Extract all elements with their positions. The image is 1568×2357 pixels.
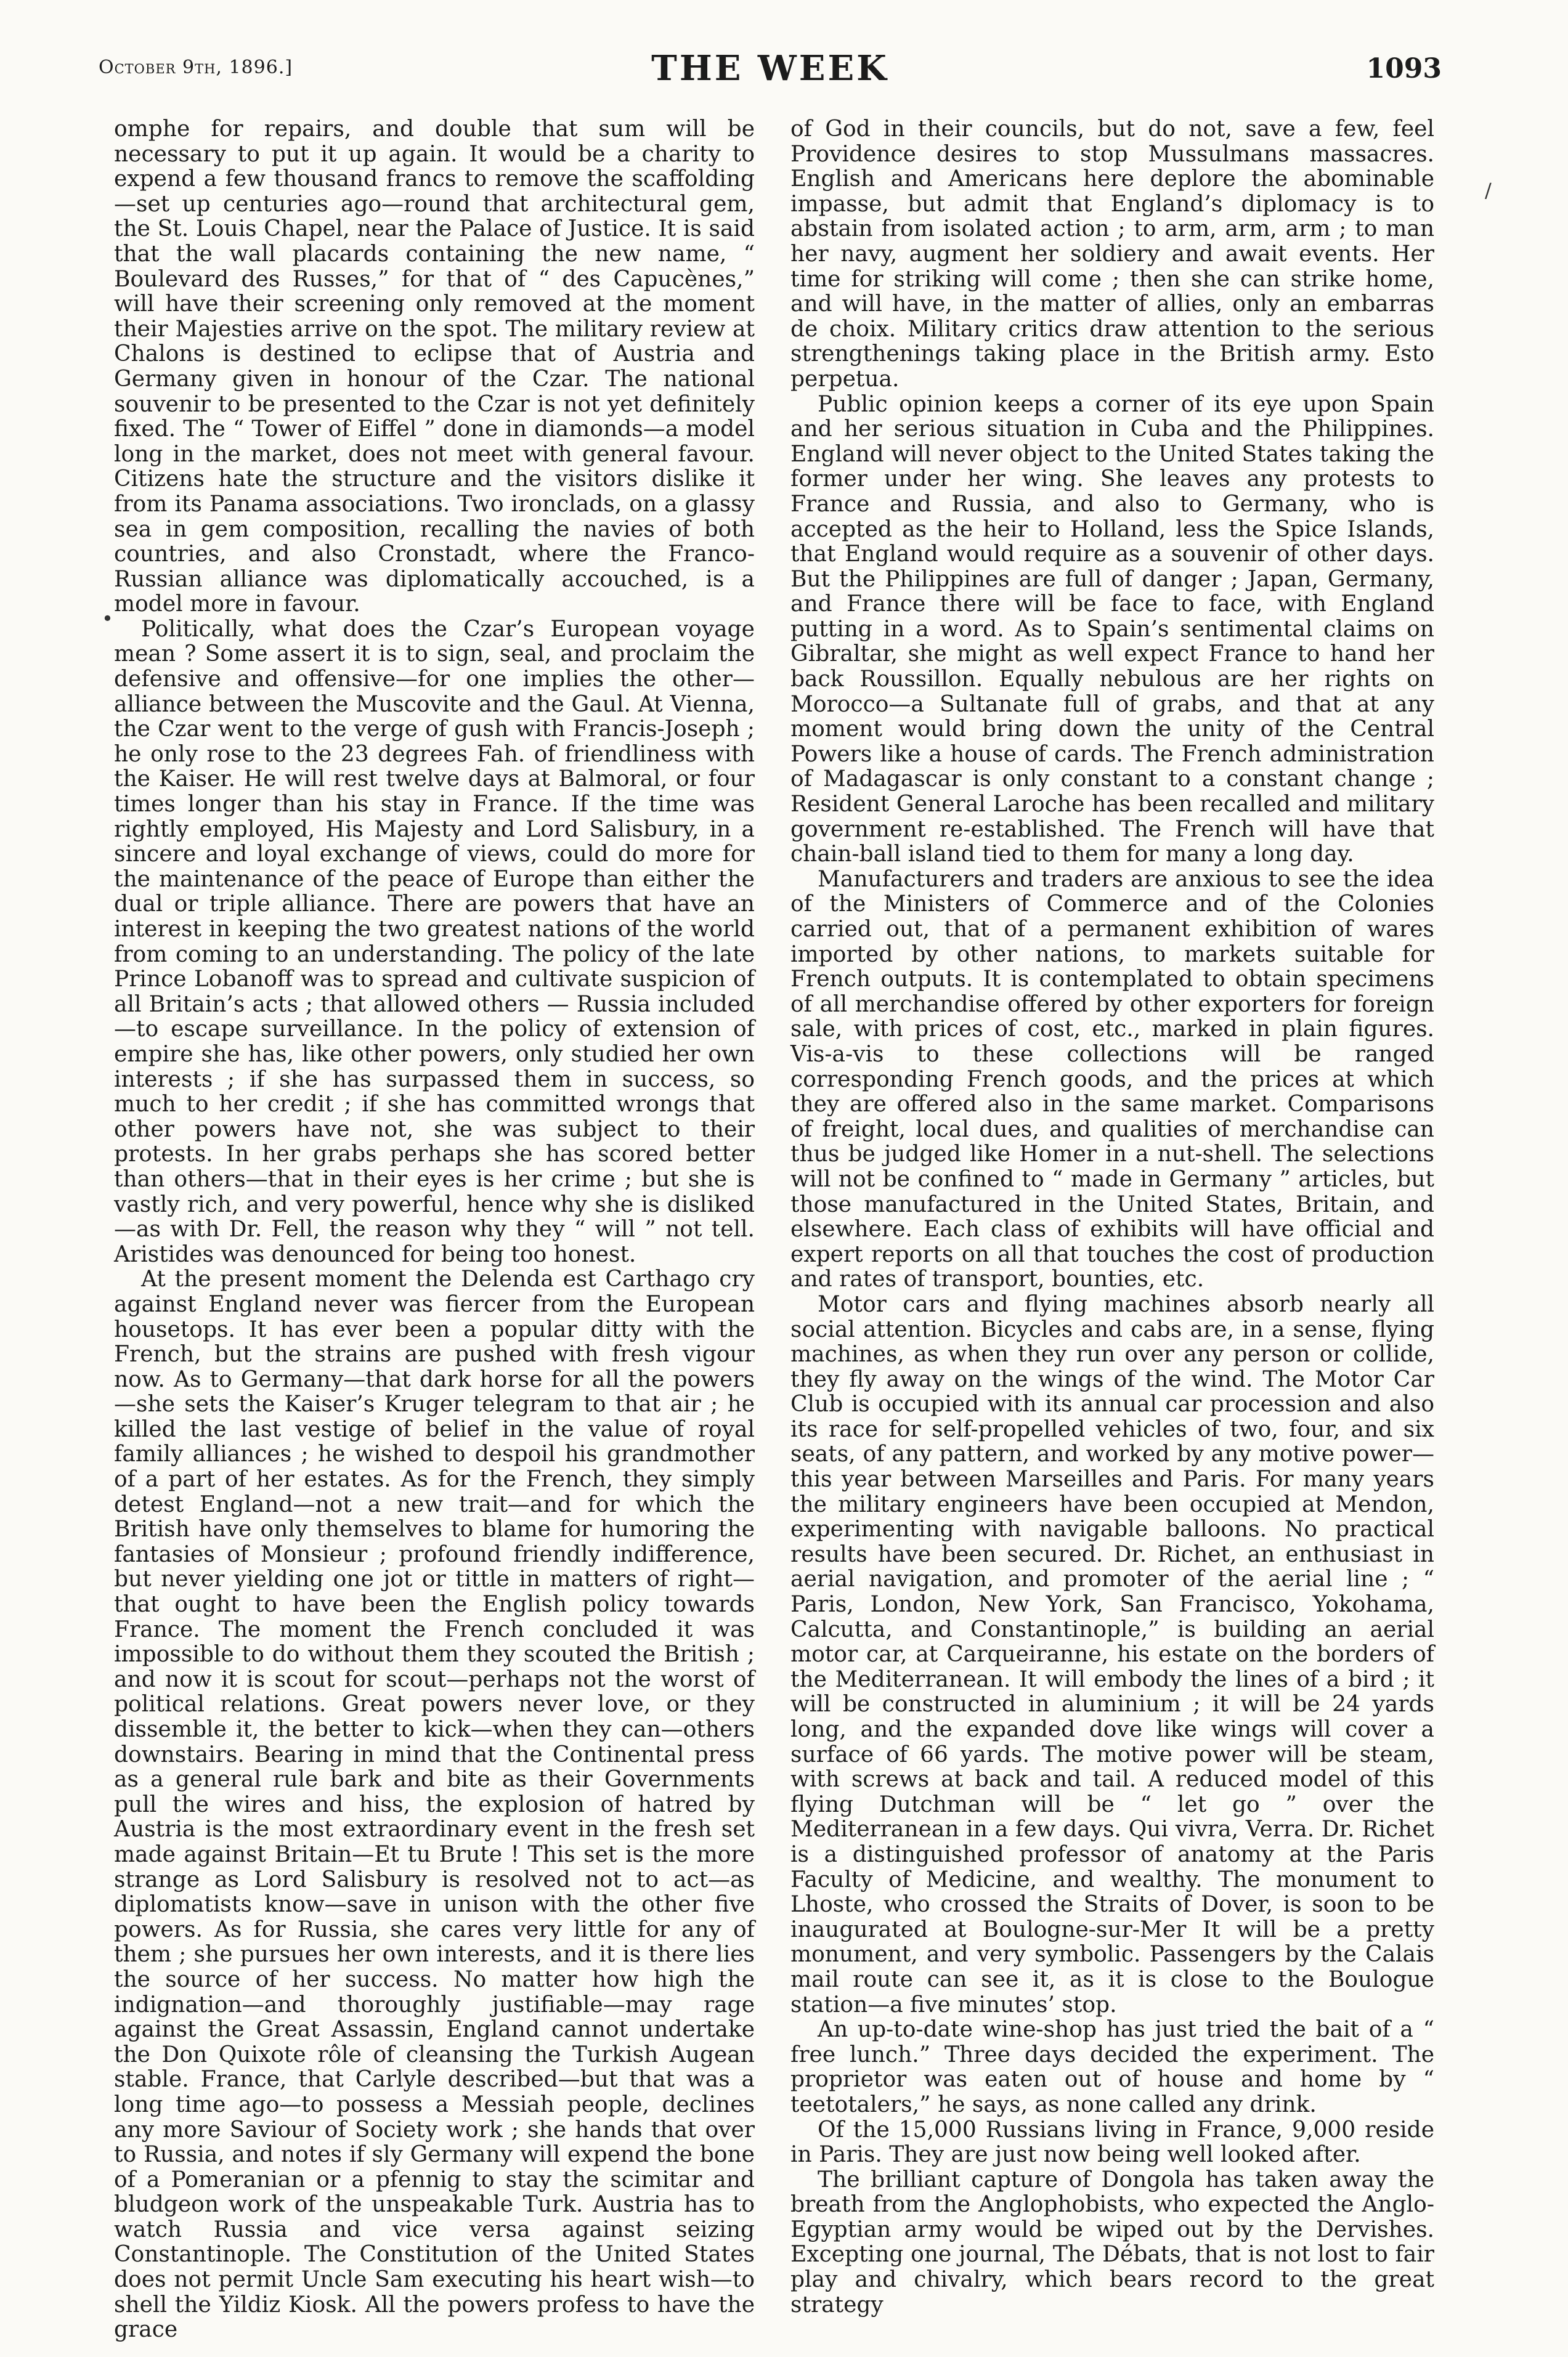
right-column (790, 117, 1434, 2318)
paragraph: Manufacturers and traders are anxious to see the idea of the Ministers of Commerce and of the Colonies carried out, that of a permanent exhibition of wares imported by other nations, to markets suitable for French outputs. It is contemplated to obtain specimens of all merchandise offered by other exporters for foreign sale, with prices of cost, etc., marked in plain figures. Vis-a-vis to these collections will be ranged corresponding French goods, and the prices at which they are offered also in the same market. Comparisons of freight, local dues, and qualities of merchandise can thus be judged like Homer in a nut-shell. The selections will not be confined to “ made in Germany ” articles, but those manufactured in the United States, Britain, and elsewhere. Each class of exhibits will have official and expert reports on all that touches the cost of production and rates of transport, bounties, etc. (790, 866, 1434, 1292)
paragraph: Politically, what does the Czar’s European voyage mean ? Some assert it is to sign, seal, and proclaim the defensive and offensive—for one implies the other—alliance between the Muscovite and the Gaul. At Vienna, the Czar went to the verge of gush with Francis-Joseph ; he only rose to the 23 degrees Fah. of friendliness with the Kaiser. He will rest twelve days at Balmoral, or four times longer than his stay in France. If the time was rightly employed, His Majesty and Lord Salisbury, in a sincere and loyal exchange of views, could do more for the maintenance of the peace of Europe than either the dual or triple alliance. There are powers that have an interest in keeping the two greatest nations of the world from coming to an understanding. The policy of the late Prince Lobanoff was to spread and cultivate suspicion of all Britain’s acts ; that allowed others — Russia included—to escape surveillance. In the policy of extension of empire she has, like other powers, only studied her own interests ; if she has surpassed them in success, so much to her credit ; if she has committed wrongs that other powers have not, she was subject to their protests. In her grabs perhaps she has scored better than others—that in their eyes is her crime ; but she is vastly rich, and very powerful, hence why she is disliked—as with Dr. Fell, the reason why they “ will ” not tell. Aristides was denounced for being too honest. (114, 616, 755, 1267)
paragraph: of God in their councils, but do not, save a few, feel Providence desires to stop Mussulmans massacres. English and Americans here deplore the abominable impasse, but admit that England’s diplomacy is to abstain from isolated action ; to arm, arm, arm ; to man her navy, augment her soldiery and await events. Her time for striking will come ; then she can strike home, and will have, in the matter of allies, only an embarras de choix. Military critics draw attention to the serious strengthenings taking place in the British army. Esto perpetua. (790, 116, 1434, 392)
margin-stray-mark: • (102, 607, 113, 630)
paragraph: At the present moment the Delenda est Carthago cry against England never was fiercer from the European housetops. It has ever been a popular ditty with the French, but the strains are pushed with fresh vigour now. As to Germany—that dark horse for all the powers—she sets the Kaiser’s Kruger telegram to that air ; he killed the last vestige of belief in the value of royal family alliances ; he wished to despoil his grandmother of a part of her estates. As for the French, they simply detest England—not a new trait—and for which the British have only themselves to blame for humoring the fantasies of Monsieur ; profound friendly indifference, but never yielding one jot or tittle in matters of right—that ought to have been the English policy towards France. The moment the French concluded it was impossible to do without them they scouted the British ; and now it is scout for scout—perhaps not the worst of political relations. Great powers never love, or they dissemble it, the better to kick—when they can—others downstairs. Bearing in mind that the Continental press as a general rule bark and bite as their Governments pull the wires and hiss, the explosion of hatred by Austria is the most extraordinary event in the fresh set made against Britain—Et tu Brute ! This set is the more strange as Lord Salisbury is resolved not to act—as diplomatists know—save in unison with the other five powers. As for Russia, she cares very little for any of them ; she pursues her own interests, and it is there lies the source of her success. No matter how high the indignation—and thoroughly justifiable—may rage against the Great Assassin, England cannot undertake the Don Quixote rôle of cleansing the Turkish Augean stable. France, that Carlyle described—but that was a long time ago—to possess a Messiah people, declines any more Saviour of Society work ; she hands that over to Russia, and notes if sly Germany will expend the bone of a Pomeranian or a pfennig to stay the scimitar and bludgeon work of the unspeakable Turk. Austria has to watch Russia and vice versa against seizing Constantinople. The Constitution of the United States does not permit Uncle Sam executing his heart wish—to shell the Yildiz Kiosk. All the powers profess to have the grace (114, 1267, 755, 2343)
margin-stray-mark: / (1485, 179, 1492, 202)
issue-date: October 9th, 1896.] (99, 57, 293, 78)
paragraph: Motor cars and flying machines absorb nearly all social attention. Bicycles and cabs are, in a sense, flying machines, as when they run over any person or collide, they fly away on the wings of the wind. The Motor Car Club is occupied with its annual car procession and also its race for self-propelled vehicles of two, four, and six seats, of any pattern, and worked by any motive power—this year between Marseilles and Paris. For many years the military engineers have been occupied at Mendon, experimenting with navigable balloons. No practical results have been secured. Dr. Richet, an enthusiast in aerial navigation, and promoter of the aerial line ; “ Paris, London, New York, San Francisco, Yokohama, Calcutta, and Constantinople,” is building an aerial motor car, at Carqueiranne, his estate on the borders of the Mediterranean. It will embody the lines of a bird ; it will be constructed in aluminium ; it will be 24 yards long, and the expanded dove like wings will cover a surface of 66 yards. The motive power will be steam, with screws at back and tail. A reduced model of this flying Dutchman will be “ let go ” over the Mediterranean in a few days. Qui vivra, Verra. Dr. Richet is a distinguished professor of anatomy at the Paris Faculty of Medicine, and wealthy. The monument to Lhoste, who crossed the Straits of Dover, is soon to be inaugurated at Boulogne-sur-Mer It will be a pretty monument, and very symbolic. Passengers by the Calais mail route can see it, as it is close to the Boulogue station—a five minutes’ stop. (790, 1291, 1434, 2018)
left-column (114, 117, 755, 2343)
publication-title: THE WEEK (651, 48, 889, 89)
page-header (99, 48, 1442, 103)
page-number: 1093 (1366, 53, 1442, 84)
paragraph: Public opinion keeps a corner of its eye upon Spain and her serious situation in Cuba and the Philippines. England will never object to the United States taking the former under her wing. She leaves any protests to France and Russia, and also to Germany, who is accepted as the heir to Holland, less the Spice Islands, that England would require as a souvenir of other days. But the Philippines are full of danger ; Japan, Germany, and France there will be face to face, with England putting in a word. As to Spain’s sentimental claims on Gibraltar, she might as well expect France to hand her back Roussillon. Equally nebulous are her rights on Morocco—a Sultanate full of grabs, and that at any moment would bring down the unity of the Central Powers like a house of cards. The French administration of Madagascar is only constant to a constant change ; Resident General Laroche has been recalled and military government re-established. The French will have that chain-ball island tied to them for many a long day. (790, 391, 1434, 867)
paragraph: Of the 15,000 Russians living in France, 9,000 reside in Paris. They are just now being well looked after. (790, 2117, 1434, 2168)
paragraph: An up-to-date wine-shop has just tried the bait of a “ free lunch.” Three days decided the experiment. The proprietor was eaten out of house and home by “ teetotalers,” he says, as none called any drink. (790, 2017, 1434, 2117)
paragraph: The brilliant capture of Dongola has taken away the breath from the Anglophobists, who expected the Anglo-Egyptian army would be wiped out by the Dervishes. Excepting one journal, The Débats, that is not lost to fair play and chivalry, which bears record to the great strategy (790, 2167, 1434, 2318)
paragraph: omphe for repairs, and double that sum will be necessary to put it up again. It would be a charity to expend a few thousand francs to remove the scaffolding—set up centuries ago—round that architectural gem, the St. Louis Chapel, near the Palace of Justice. It is said that the wall placards containing the new name, “ Boulevard des Russes,” for that of “ des Capucènes,” will have their screening only removed at the moment their Majesties arrive on the spot. The military review at Chalons is destined to eclipse that of Austria and Germany given in honour of the Czar. The national souvenir to be presented to the Czar is not yet definitely fixed. The “ Tower of Eiffel ” done in diamonds—a model long in the market, does not meet with general favour. Citizens hate the structure and the visitors dislike it from its Panama associations. Two ironclads, on a glassy sea in gem composition, recalling the navies of both countries, and also Cronstadt, where the Franco-Russian alliance was diplomatically accouched, is a model more in favour. (114, 116, 755, 617)
